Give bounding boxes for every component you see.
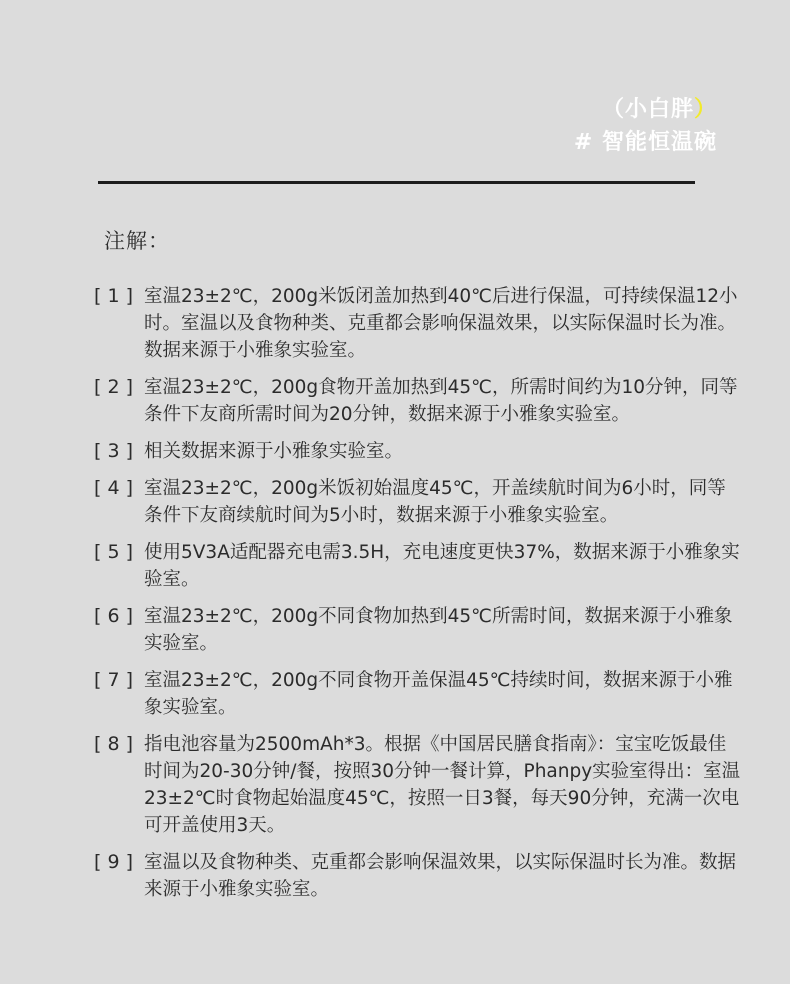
note-text: 使用5V3A适配器充电需3.5H，充电速度更快37%，数据来源于小雅象实验室。 xyxy=(144,542,740,590)
brand-block xyxy=(574,94,717,160)
brand-name-text: 小白胖 xyxy=(624,97,694,122)
divider-rule xyxy=(98,181,695,184)
note-number: [ 1 ] xyxy=(94,285,133,307)
brand-name-open-paren: （ xyxy=(601,97,625,122)
note-text: 相关数据来源于小雅象实验室。 xyxy=(144,441,404,462)
note-number: [ 7 ] xyxy=(94,669,133,691)
note-item xyxy=(94,849,744,903)
note-number: [ 3 ] xyxy=(94,440,133,462)
notes-heading: 注解： xyxy=(104,229,170,253)
note-number: [ 9 ] xyxy=(94,851,133,873)
note-item xyxy=(94,374,744,428)
brand-tagline: # 智能恒温碗 xyxy=(573,130,717,155)
note-item xyxy=(94,283,744,364)
note-item xyxy=(94,667,744,721)
note-text: 室温23±2℃，200g米饭初始温度45℃，开盖续航时间为6小时，同等条件下友商续航时间为5小时，数据来源于小雅象实验室。 xyxy=(144,478,726,526)
note-text: 室温以及食物种类、克重都会影响保温效果，以实际保温时长为准。数据来源于小雅象实验室。 xyxy=(144,852,737,900)
note-text: 指电池容量为2500mAh*3。根据《中国居民膳食指南》：宝宝吃饭最佳时间为20-30分钟/餐，按照30分钟一餐计算，Phanpy实验室得出：室温23±2℃时食物起始温度45℃，按照一日3餐，每天90分钟，充满一次电可开盖使用3天。 xyxy=(144,734,741,836)
note-item xyxy=(94,603,744,657)
note-text: 室温23±2℃，200g米饭闭盖加热到40℃后进行保温，可持续保温12小时。室温以及食物种类、克重都会影响保温效果，以实际保温时长为准。数据来源于小雅象实验室。 xyxy=(144,286,738,361)
note-text: 室温23±2℃，200g不同食物加热到45℃所需时间，数据来源于小雅象实验室。 xyxy=(144,606,733,654)
notes-list xyxy=(94,283,744,913)
note-item xyxy=(94,539,744,593)
note-item xyxy=(94,731,744,839)
note-number: [ 6 ] xyxy=(94,605,133,627)
note-number: [ 2 ] xyxy=(94,376,133,398)
note-number: [ 5 ] xyxy=(94,541,133,563)
note-item xyxy=(94,438,744,465)
note-item xyxy=(94,475,744,529)
brand-name xyxy=(574,94,717,126)
brand-name-close-paren: ） xyxy=(693,97,717,122)
note-number: [ 4 ] xyxy=(94,477,133,499)
note-number: [ 8 ] xyxy=(94,733,133,755)
note-text: 室温23±2℃，200g不同食物开盖保温45℃持续时间，数据来源于小雅象实验室。 xyxy=(144,670,733,718)
note-text: 室温23±2℃，200g食物开盖加热到45℃，所需时间约为10分钟，同等条件下友商所需时间为20分钟，数据来源于小雅象实验室。 xyxy=(144,377,738,425)
